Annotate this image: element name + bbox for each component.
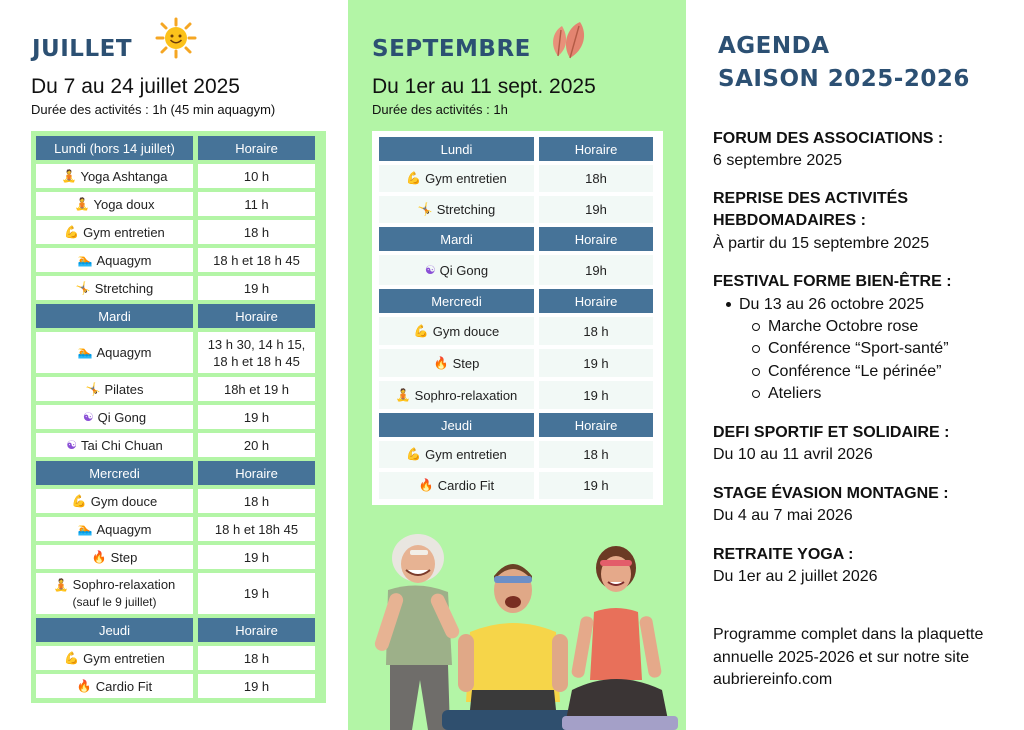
table-row xyxy=(36,248,321,272)
table-row xyxy=(379,381,655,409)
table-row xyxy=(36,517,321,541)
activity-time: 19 h xyxy=(539,349,653,377)
yin-yang-icon: ☯ xyxy=(82,409,94,424)
activity-name: Gym douce xyxy=(90,493,158,509)
activity-name: Stretching xyxy=(94,280,154,296)
activity-time: 20 h xyxy=(198,433,315,457)
activity-name: Gym douce xyxy=(432,323,500,339)
activity-name: Gym entretien xyxy=(83,650,165,666)
table-row xyxy=(379,349,655,377)
activity-time: 13 h 30, 14 h 15, 18 h et 18 h 45 xyxy=(198,332,315,373)
yin-yang-icon: ☯ xyxy=(66,437,78,452)
activity-time: 18h xyxy=(539,165,653,192)
activity-time: 19 h xyxy=(198,545,315,569)
table-row xyxy=(36,164,321,188)
day-header: Mardi xyxy=(36,304,193,328)
stretching-icon: 🤸 xyxy=(75,280,91,295)
yoga-icon: 🧘 xyxy=(53,578,69,592)
day-header: Mardi xyxy=(379,227,534,251)
activity-note: (sauf le 9 juillet) xyxy=(72,595,157,609)
table-row xyxy=(36,674,321,698)
activity-time: 19 h xyxy=(198,276,315,300)
septembre-duration: Durée des activités : 1h xyxy=(372,102,508,117)
horaire-header: Horaire xyxy=(198,461,315,485)
muscle-icon: 💪 xyxy=(406,171,422,185)
activity-time: 18h et 19 h xyxy=(198,377,315,401)
festival-date: Du 13 au 26 octobre 2025 xyxy=(739,296,925,313)
activity-name: Tai Chi Chuan xyxy=(81,437,163,453)
festival-subitem: Conférence “Le périnée” xyxy=(752,361,941,383)
fire-icon: 🔥 xyxy=(418,478,434,492)
reprise-date: À partir du 15 septembre 2025 xyxy=(713,235,930,252)
stage-date: Du 4 au 7 mai 2026 xyxy=(713,507,853,524)
activity-time: 19 h xyxy=(198,405,315,429)
horaire-header: Horaire xyxy=(539,413,653,437)
activity-name: Aquagym xyxy=(96,345,152,360)
day-header: Mercredi xyxy=(36,461,193,485)
stage-title: STAGE ÉVASION MONTAGNE : xyxy=(713,485,949,502)
footer-note: Programme complet dans la plaquette annuelle 2025-2026 et sur notre site aubriereinfo.com xyxy=(713,626,984,688)
activity-time: 18 h xyxy=(539,317,653,345)
muscle-icon: 💪 xyxy=(64,224,80,239)
day-header: Lundi xyxy=(379,137,534,161)
retraite-date: Du 1er au 2 juillet 2026 xyxy=(713,568,878,585)
pilates-icon: 🤸 xyxy=(85,381,101,396)
juillet-column xyxy=(0,0,348,730)
activity-time: 19 h xyxy=(539,472,653,499)
fire-icon: 🔥 xyxy=(433,355,449,370)
activity-time: 18 h xyxy=(539,441,653,468)
table-row xyxy=(36,220,321,244)
reprise-title-2: HEBDOMADAIRES : xyxy=(713,212,866,229)
muscle-icon: 💪 xyxy=(64,650,80,665)
activity-time: 11 h xyxy=(198,192,315,216)
table-row xyxy=(36,405,321,429)
horaire-header: Horaire xyxy=(198,136,315,160)
activity-name: Sophro-relaxation xyxy=(414,387,518,403)
festival-date-item xyxy=(726,294,924,316)
table-row xyxy=(36,377,321,401)
day-header: Jeudi xyxy=(379,413,534,437)
sun-icon xyxy=(155,17,197,59)
stretching-icon: 🤸 xyxy=(417,202,433,216)
activity-time: 18 h xyxy=(198,646,315,670)
yin-yang-icon: ☯ xyxy=(424,262,436,277)
juillet-title: JUILLET xyxy=(32,36,133,62)
table-row xyxy=(36,433,321,457)
table-row xyxy=(36,646,321,670)
horaire-header: Horaire xyxy=(539,227,653,251)
fire-icon: 🔥 xyxy=(76,678,92,693)
day-header: Lundi (hors 14 juillet) xyxy=(36,136,193,160)
defi-title: DEFI SPORTIF ET SOLIDAIRE : xyxy=(713,424,950,441)
activity-time: 18 h et 18h 45 xyxy=(198,517,315,541)
swimmer-icon: 🏊 xyxy=(77,252,93,267)
day-header: Jeudi xyxy=(36,618,193,642)
activity-time: 19h xyxy=(539,196,653,223)
septembre-dates: Du 1er au 11 sept. 2025 xyxy=(372,75,596,98)
activity-name: Step xyxy=(110,549,138,565)
juillet-dates: Du 7 au 24 juillet 2025 xyxy=(31,75,240,98)
table-row xyxy=(379,165,655,192)
agenda-title-line1: AGENDA xyxy=(718,33,830,59)
activity-time: 19 h xyxy=(539,381,653,409)
horaire-header: Horaire xyxy=(539,137,653,161)
activity-name: Stretching xyxy=(436,202,496,217)
retraite-title: RETRAITE YOGA : xyxy=(713,546,854,563)
septembre-title: SEPTEMBRE xyxy=(372,36,531,62)
day-header: Mercredi xyxy=(379,289,534,313)
horaire-header: Horaire xyxy=(198,618,315,642)
muscle-icon: 💪 xyxy=(406,447,422,461)
table-row xyxy=(379,441,655,468)
reprise-title-1: REPRISE DES ACTIVITÉS xyxy=(713,190,908,207)
festival-subitem: Conférence “Sport-santé” xyxy=(752,338,949,360)
table-row xyxy=(36,276,321,300)
forum-title: FORUM DES ASSOCIATIONS : xyxy=(713,130,944,147)
forum-date: 6 septembre 2025 xyxy=(713,152,842,169)
table-row xyxy=(379,317,655,345)
leaves-icon xyxy=(548,20,592,60)
juillet-schedule-table xyxy=(31,131,326,703)
muscle-icon: 💪 xyxy=(413,323,429,338)
activity-name: Pilates xyxy=(104,381,144,397)
yoga-icon: 🧘 xyxy=(395,387,411,402)
swimmer-icon: 🏊 xyxy=(77,345,93,359)
table-row xyxy=(36,332,321,373)
table-row xyxy=(36,545,321,569)
festival-subitem: Ateliers xyxy=(752,383,821,405)
activity-time: 19h xyxy=(539,255,653,285)
swimmer-icon: 🏊 xyxy=(77,521,93,536)
table-row xyxy=(379,196,655,223)
activity-name: Gym entretien xyxy=(425,171,507,186)
fire-icon: 🔥 xyxy=(91,549,107,564)
activity-time: 19 h xyxy=(198,573,315,614)
activity-name: Cardio Fit xyxy=(95,678,153,694)
yoga-icon: 🧘 xyxy=(74,196,90,211)
table-row xyxy=(379,255,655,285)
activity-time: 10 h xyxy=(198,164,315,188)
defi-date: Du 10 au 11 avril 2026 xyxy=(713,446,873,463)
activity-name: Gym entretien xyxy=(425,447,507,462)
activity-name: Qi Gong xyxy=(439,262,489,278)
activity-time: 18 h xyxy=(198,489,315,513)
agenda-column xyxy=(686,0,1024,730)
festival-title: FESTIVAL FORME BIEN-ÊTRE : xyxy=(713,273,952,290)
agenda-title xyxy=(718,30,970,96)
activity-time: 18 h et 18 h 45 xyxy=(198,248,315,272)
activity-name: Aquagym xyxy=(96,252,152,268)
horaire-header: Horaire xyxy=(539,289,653,313)
activity-name: Yoga Ashtanga xyxy=(80,168,168,184)
table-row xyxy=(379,472,655,499)
yoga-icon: 🧘 xyxy=(61,168,77,183)
activity-name: Gym entretien xyxy=(83,224,165,240)
table-row xyxy=(36,489,321,513)
table-row xyxy=(36,192,321,216)
activity-name: Step xyxy=(452,355,480,371)
activity-time: 19 h xyxy=(198,674,315,698)
activity-name: Aquagym xyxy=(96,521,152,537)
activity-name: Yoga doux xyxy=(93,196,155,212)
festival-subitem: Marche Octobre rose xyxy=(752,316,918,338)
horaire-header: Horaire xyxy=(198,304,315,328)
fitness-people-photo xyxy=(362,530,678,730)
muscle-icon: 💪 xyxy=(71,493,87,508)
agenda-title-line2: SAISON 2025-2026 xyxy=(718,66,970,92)
table-row xyxy=(36,573,321,614)
activity-name: Sophro-relaxation xyxy=(72,577,176,592)
activity-time: 18 h xyxy=(198,220,315,244)
septembre-schedule-table xyxy=(372,131,663,505)
activity-name: Cardio Fit xyxy=(437,478,495,493)
juillet-duration: Durée des activités : 1h (45 min aquagym) xyxy=(31,102,276,117)
activity-name: Qi Gong xyxy=(97,409,147,425)
